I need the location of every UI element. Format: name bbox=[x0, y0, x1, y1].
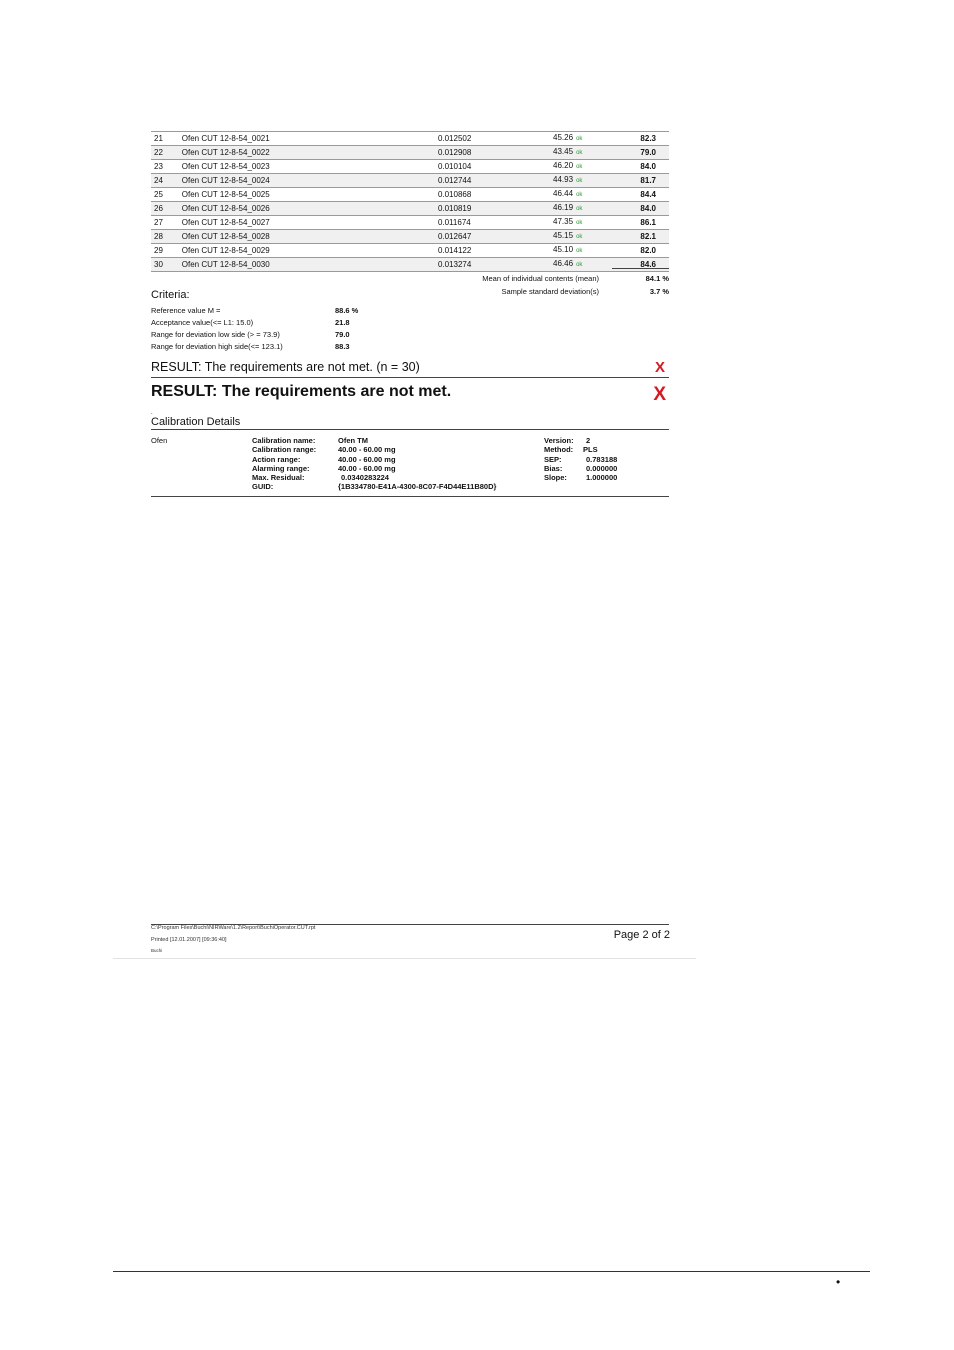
table-row bbox=[151, 160, 669, 174]
sample-name bbox=[182, 146, 438, 160]
calibration-value: 0.783188 bbox=[586, 454, 618, 464]
sample-name-text: Ofen CUT 12-8-54_0030 bbox=[181, 259, 270, 269]
sample-absorbance-text: 0.011674 bbox=[437, 217, 471, 227]
sample-absorbance bbox=[438, 244, 553, 258]
table-row bbox=[151, 216, 669, 230]
sample-name bbox=[182, 216, 438, 230]
table-row bbox=[151, 258, 669, 272]
sample-number bbox=[151, 258, 182, 272]
table-row bbox=[151, 146, 669, 160]
sample-percent bbox=[640, 160, 669, 174]
calibration-value: 40.00 - 60.00 mg bbox=[338, 463, 396, 473]
calibration-values bbox=[338, 436, 496, 492]
mean-value: 84.1 % bbox=[645, 274, 669, 283]
sample-absorbance bbox=[438, 174, 553, 188]
sd-value: 3.7 % bbox=[649, 287, 669, 296]
sample-absorbance bbox=[438, 146, 553, 160]
sample-value bbox=[553, 258, 640, 272]
calibration-details bbox=[151, 436, 669, 497]
footer-printed-date: Printed [12.01.2007] [09:36:40] bbox=[151, 937, 227, 943]
sample-absorbance-text: 0.012647 bbox=[437, 231, 472, 241]
calibration-value: {1B334780-E41A-4300-8C07-F4D44E11B80D} bbox=[338, 482, 497, 492]
sample-value bbox=[553, 244, 640, 258]
bullet-mark: • bbox=[836, 1275, 841, 1289]
criteria-value: 79.0 bbox=[335, 330, 350, 339]
criteria-label: Reference value M = bbox=[151, 306, 221, 315]
calibration-label: Max. Residual: bbox=[252, 473, 305, 483]
sample-name bbox=[182, 202, 438, 216]
sample-percent bbox=[640, 188, 669, 202]
calibration-title: Calibration Details bbox=[151, 416, 669, 430]
sample-number bbox=[151, 202, 182, 216]
calibration-labels bbox=[252, 436, 316, 492]
sample-absorbance-text: 0.012502 bbox=[437, 133, 472, 143]
ok-status: ok bbox=[576, 164, 583, 170]
fail-x-icon: X bbox=[654, 359, 665, 376]
sample-percent bbox=[640, 216, 669, 230]
criteria-value: 21.8 bbox=[335, 318, 350, 327]
result-text: RESULT: The requirements are not met. (n = 30) bbox=[151, 360, 420, 374]
sample-percent-text: 84.4 bbox=[640, 189, 656, 199]
report-image-edge bbox=[113, 958, 696, 959]
sample-results-table bbox=[151, 131, 669, 272]
footer-user: Buchi bbox=[151, 948, 163, 953]
sample-number bbox=[151, 216, 182, 230]
sample-percent bbox=[640, 202, 669, 216]
ok-status: ok bbox=[576, 234, 583, 240]
sample-name bbox=[182, 174, 438, 188]
calibration-label: Version: bbox=[544, 436, 574, 445]
sample-absorbance bbox=[438, 202, 553, 216]
sample-absorbance-text: 0.010104 bbox=[437, 161, 472, 171]
sample-value bbox=[553, 230, 640, 244]
sample-number-text: 29 bbox=[154, 245, 163, 255]
sample-value-text: 47.35 bbox=[553, 217, 574, 226]
sample-name bbox=[182, 160, 438, 174]
sample-percent-text: 82.0 bbox=[640, 245, 656, 255]
criteria-value: 88.6 % bbox=[335, 306, 359, 315]
footer-report-path: C:\Program Files\Buchi\NIRWare\1.2\Report\BuchiOperator.CUT.rpt bbox=[151, 925, 316, 931]
sample-value-text: 45.15 bbox=[553, 231, 574, 240]
sample-percent bbox=[640, 132, 669, 146]
calibration-product: Ofen bbox=[151, 436, 168, 445]
separator-dot: . bbox=[151, 410, 153, 416]
sample-number-text: 26 bbox=[154, 203, 163, 213]
sample-absorbance bbox=[438, 230, 553, 244]
fail-x-icon: X bbox=[653, 384, 666, 405]
sample-value-text: 45.10 bbox=[553, 245, 574, 254]
sample-name-text: Ofen CUT 12-8-54_0028 bbox=[181, 231, 270, 241]
sample-value-text: 46.46 bbox=[553, 259, 574, 268]
sample-percent-text: 82.1 bbox=[640, 231, 656, 241]
sample-name bbox=[182, 188, 438, 202]
sample-absorbance bbox=[438, 132, 553, 146]
criteria-label: Acceptance value(<= L1: 15.0) bbox=[151, 318, 254, 327]
sample-percent-text: 84.6 bbox=[640, 259, 656, 269]
ok-status: ok bbox=[576, 192, 583, 198]
sample-absorbance-text: 0.010819 bbox=[437, 203, 472, 213]
calibration-value: 1.000000 bbox=[586, 473, 618, 483]
result-summary bbox=[151, 382, 669, 404]
table-row bbox=[151, 244, 669, 258]
mean-divider bbox=[612, 268, 669, 269]
ok-status: ok bbox=[576, 248, 583, 254]
sample-name-text: Ofen CUT 12-8-54_0024 bbox=[181, 175, 270, 185]
sample-percent bbox=[640, 174, 669, 188]
sample-number bbox=[151, 132, 182, 146]
calibration-value: 40.00 - 60.00 mg bbox=[338, 445, 396, 455]
table-row bbox=[151, 230, 669, 244]
sample-name bbox=[182, 258, 438, 272]
sample-absorbance bbox=[438, 216, 553, 230]
calibration-value: 2 bbox=[586, 436, 591, 445]
sample-number-text: 28 bbox=[154, 231, 163, 241]
ok-status: ok bbox=[576, 262, 583, 268]
sample-number-text: 24 bbox=[154, 175, 163, 185]
calibration-value: PLS bbox=[583, 445, 598, 455]
sample-number bbox=[151, 230, 182, 244]
sample-value bbox=[553, 188, 640, 202]
sd-label: Sample standard deviation(s) bbox=[501, 287, 599, 296]
sample-percent-text: 82.3 bbox=[640, 133, 656, 143]
criteria-value: 88.3 bbox=[335, 342, 350, 351]
sample-number-text: 21 bbox=[154, 133, 163, 143]
sample-value bbox=[553, 174, 640, 188]
calibration-label: Calibration name: bbox=[252, 436, 316, 445]
sample-absorbance-text: 0.012744 bbox=[437, 175, 472, 185]
sample-percent bbox=[640, 244, 669, 258]
result-text: RESULT: The requirements are not met. bbox=[151, 383, 452, 400]
result-summary-n bbox=[151, 359, 669, 378]
calibration-label: Calibration range: bbox=[252, 445, 317, 455]
criteria-label: Range for deviation low side (> = 73.9) bbox=[151, 330, 280, 339]
sample-value bbox=[553, 160, 640, 174]
sample-number-text: 22 bbox=[154, 147, 163, 157]
calibration-values-2 bbox=[583, 436, 618, 483]
sample-name-text: Ofen CUT 12-8-54_0022 bbox=[181, 147, 270, 157]
sample-number bbox=[151, 160, 182, 174]
sample-percent-text: 86.1 bbox=[640, 217, 656, 227]
sample-value bbox=[553, 132, 640, 146]
calibration-labels-2 bbox=[544, 436, 574, 482]
sd-row bbox=[151, 287, 669, 297]
sample-absorbance bbox=[438, 160, 553, 174]
sample-value-text: 46.19 bbox=[553, 203, 574, 212]
sample-percent bbox=[640, 230, 669, 244]
sample-value bbox=[553, 202, 640, 216]
mean-label: Mean of individual contents (mean) bbox=[482, 274, 599, 283]
calibration-value: Ofen TM bbox=[338, 436, 368, 445]
table-row bbox=[151, 202, 669, 216]
document-footer-rule bbox=[113, 1271, 870, 1272]
sample-percent-text: 79.0 bbox=[640, 147, 656, 157]
sample-number-text: 30 bbox=[154, 259, 163, 269]
sample-percent-text: 84.0 bbox=[640, 161, 656, 171]
sample-value bbox=[553, 216, 640, 230]
sample-name bbox=[182, 132, 438, 146]
sample-percent bbox=[640, 258, 669, 272]
calibration-label: Alarming range: bbox=[252, 463, 310, 473]
sample-value bbox=[553, 146, 640, 160]
sample-name-text: Ofen CUT 12-8-54_0023 bbox=[181, 161, 270, 171]
criteria-label: Range for deviation high side(<= 123.1) bbox=[151, 342, 283, 351]
sample-absorbance-text: 0.014122 bbox=[437, 245, 472, 255]
sample-absorbance bbox=[438, 188, 553, 202]
calibration-label: SEP: bbox=[544, 454, 562, 464]
sample-value-text: 45.26 bbox=[553, 133, 574, 142]
sample-number-text: 25 bbox=[154, 189, 163, 199]
ok-status: ok bbox=[576, 150, 583, 156]
sample-name-text: Ofen CUT 12-8-54_0029 bbox=[181, 245, 270, 255]
sample-number bbox=[151, 188, 182, 202]
sample-absorbance-text: 0.010868 bbox=[437, 189, 472, 199]
sample-number-text: 23 bbox=[154, 161, 163, 171]
sample-name-text: Ofen CUT 12-8-54_0025 bbox=[181, 189, 270, 199]
sample-name bbox=[182, 244, 438, 258]
sample-value-text: 46.20 bbox=[553, 161, 574, 170]
mean-row bbox=[151, 274, 669, 284]
sample-value-text: 43.45 bbox=[553, 147, 574, 156]
calibration-value: 0.0340283224 bbox=[341, 473, 389, 483]
calibration-label: Slope: bbox=[544, 473, 567, 483]
ok-status: ok bbox=[576, 206, 583, 212]
table-row bbox=[151, 174, 669, 188]
ok-status: ok bbox=[576, 220, 583, 226]
calibration-value: 40.00 - 60.00 mg bbox=[338, 454, 396, 464]
sample-number-text: 27 bbox=[154, 217, 163, 227]
sample-number bbox=[151, 244, 182, 258]
sample-name-text: Ofen CUT 12-8-54_0021 bbox=[181, 133, 270, 143]
table-row bbox=[151, 188, 669, 202]
sample-name-text: Ofen CUT 12-8-54_0026 bbox=[181, 203, 270, 213]
sample-percent-text: 84.0 bbox=[640, 203, 656, 213]
ok-status: ok bbox=[576, 178, 583, 184]
calibration-label: GUID: bbox=[252, 482, 274, 492]
sample-value-text: 46.44 bbox=[553, 189, 574, 198]
page-number: Page 2 of 2 bbox=[613, 929, 670, 941]
calibration-label: Action range: bbox=[252, 454, 301, 464]
sample-absorbance-text: 0.013274 bbox=[437, 259, 472, 269]
sample-number bbox=[151, 174, 182, 188]
calibration-label: Bias: bbox=[544, 463, 563, 473]
table-row bbox=[151, 132, 669, 146]
sample-absorbance bbox=[438, 258, 553, 272]
sample-value-text: 44.93 bbox=[553, 175, 574, 184]
sample-number bbox=[151, 146, 182, 160]
sample-absorbance-text: 0.012908 bbox=[437, 147, 472, 157]
ok-status: ok bbox=[576, 136, 583, 142]
criteria-title: Criteria: bbox=[151, 289, 190, 301]
sample-percent bbox=[640, 146, 669, 160]
calibration-value: 0.000000 bbox=[586, 463, 618, 473]
sample-name bbox=[182, 230, 438, 244]
sample-percent-text: 81.7 bbox=[640, 175, 656, 185]
sample-name-text: Ofen CUT 12-8-54_0027 bbox=[181, 217, 270, 227]
calibration-label: Method: bbox=[544, 445, 574, 455]
